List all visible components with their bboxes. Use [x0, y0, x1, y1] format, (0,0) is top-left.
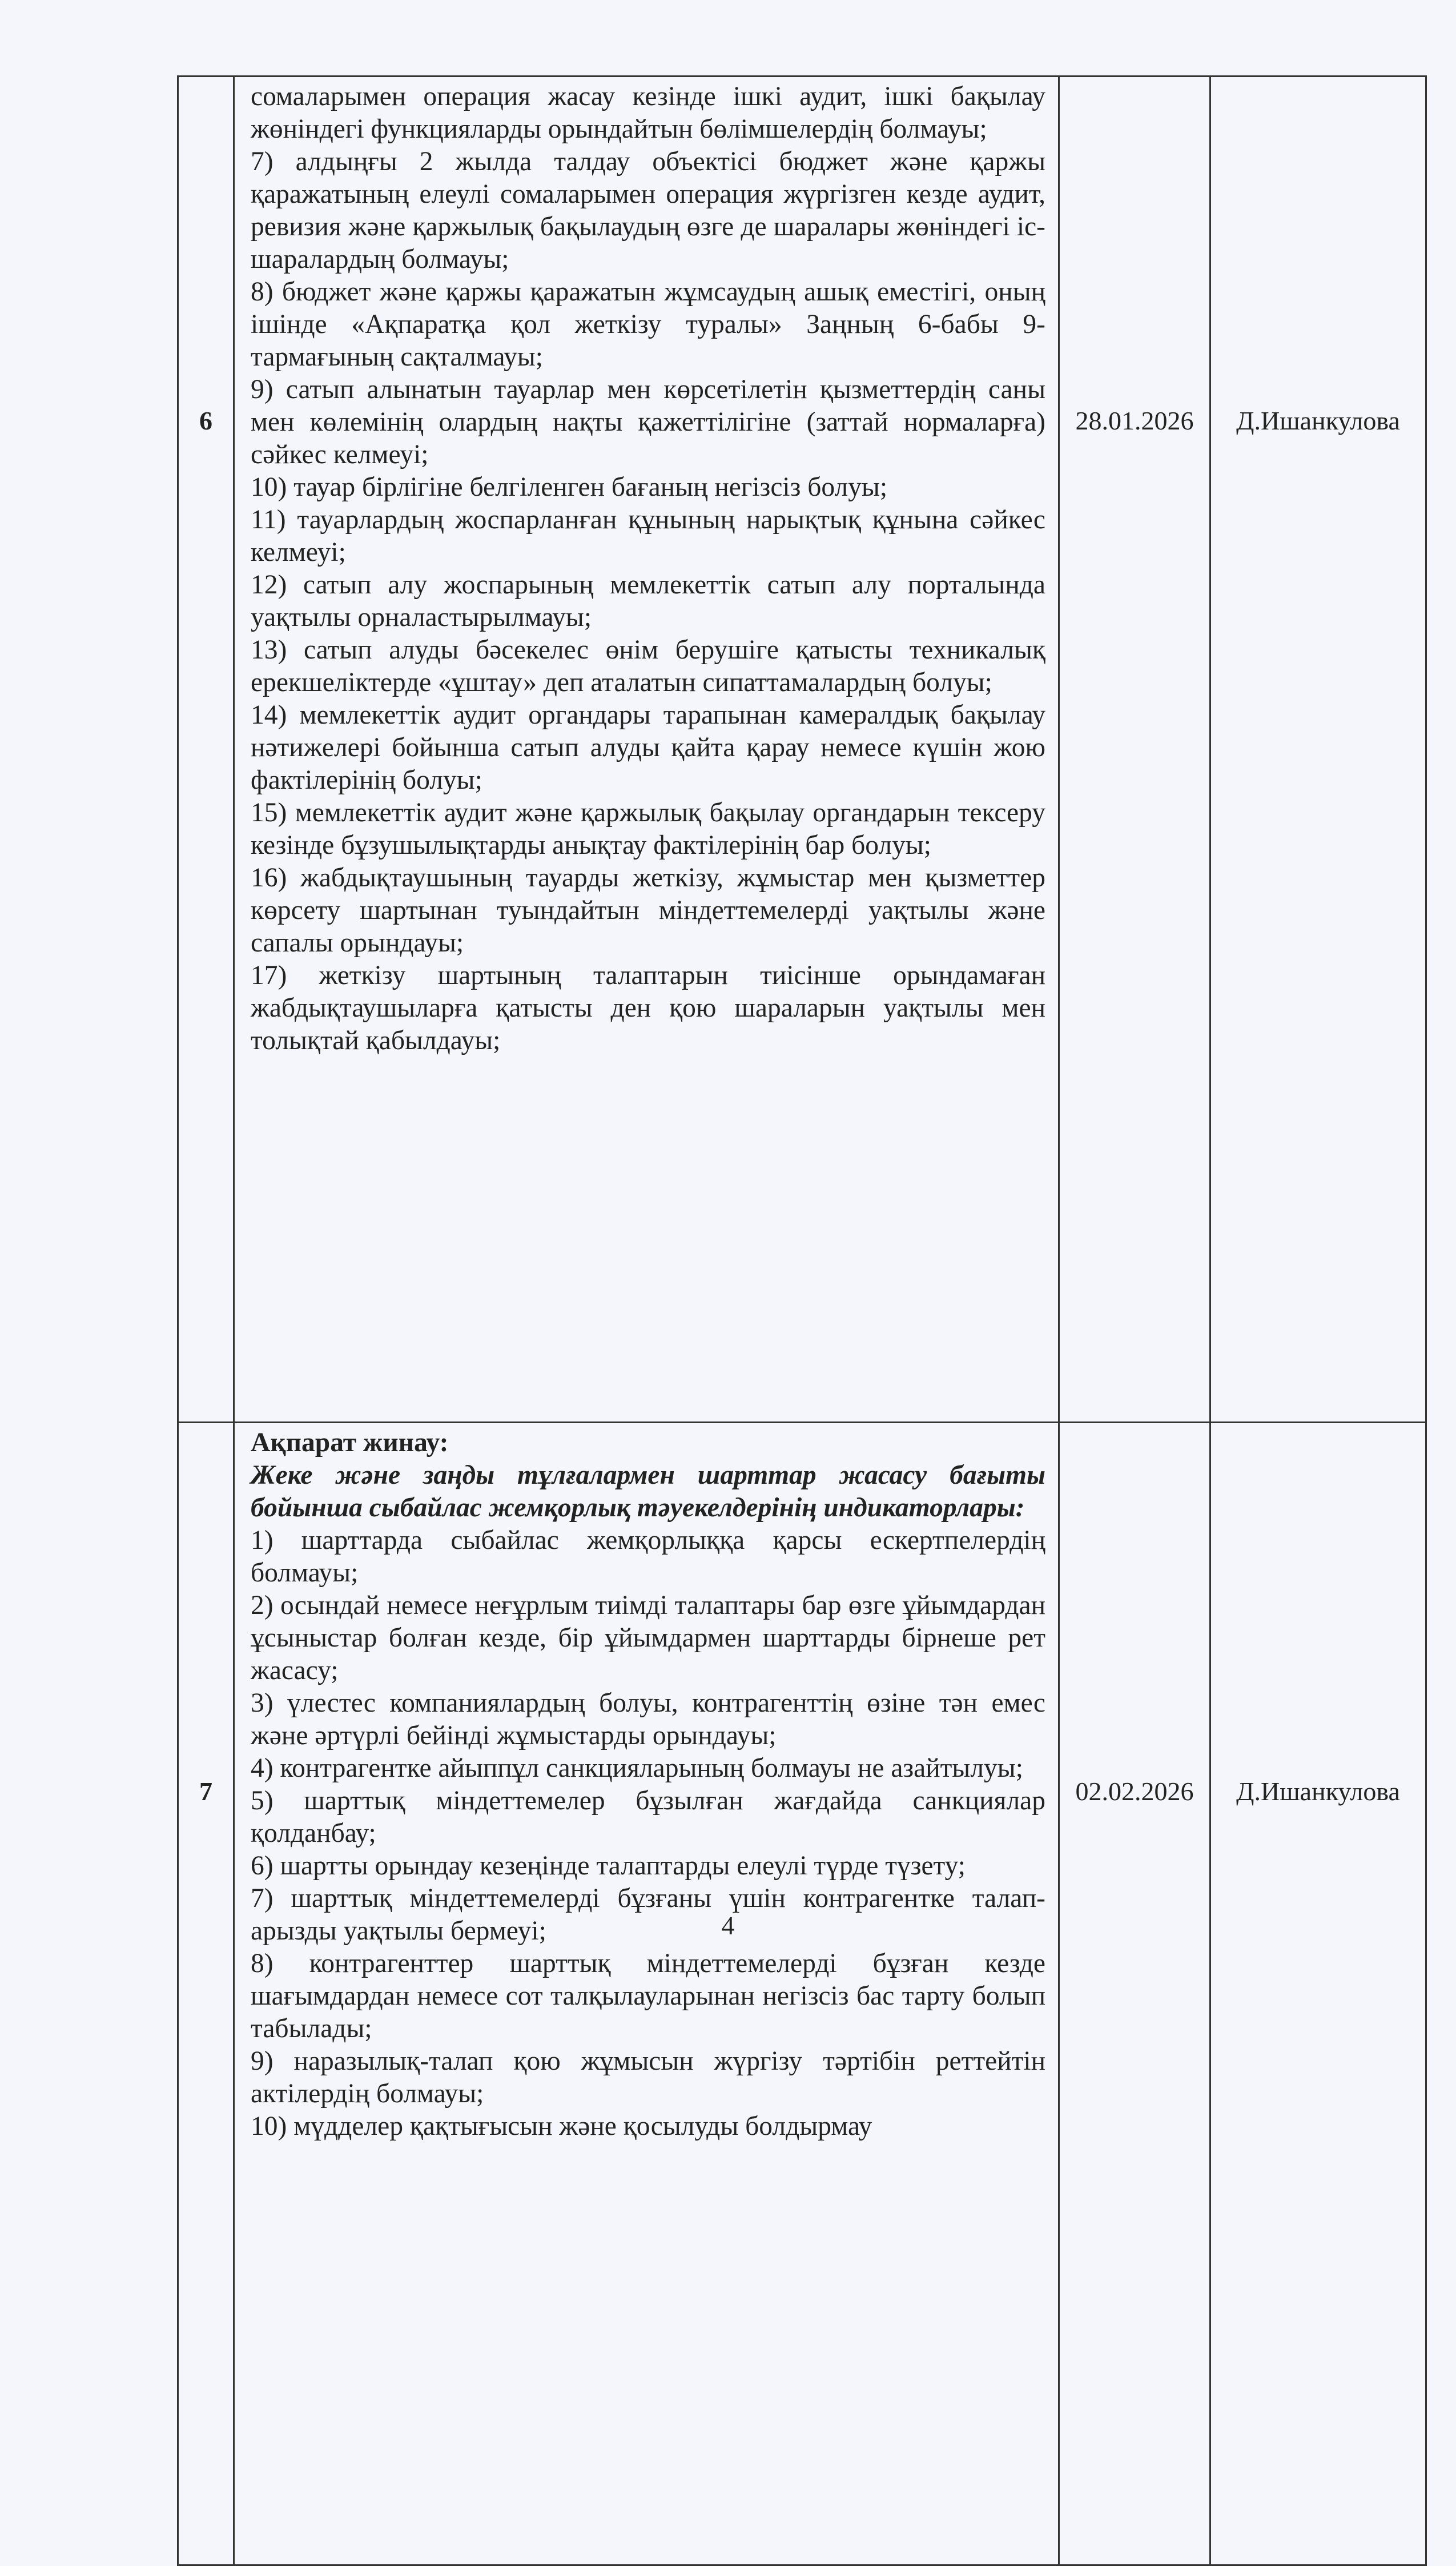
paragraph: 10) мүдделер қақтығысын және қосылуды болдырмау — [251, 2111, 872, 2141]
paragraph: 11) тауарлардың жоспарланған құнының нарықтық құнына сәйкес келмеуі; — [251, 505, 1045, 567]
table-row — [178, 77, 1426, 1423]
deadline-date: 02.02.2026 — [1059, 1423, 1210, 2565]
paragraph: 7) шарттық міндеттемелерді бұзғаны үшін контрагентке талап-арызды уақтылы бермеуі; — [251, 1884, 1045, 1946]
paragraph: 16) жабдықтаушының тауарды жеткізу, жұмыстар мен қызметтер көрсету шартынан туындайтын міндеттемелерді уақтылы және сапалы орындауы; — [251, 863, 1045, 958]
responsible-person: Д.Ишанкулова — [1210, 1423, 1426, 2565]
paragraph: 3) үлестес компаниялардың болуы, контрагенттің өзіне тән емес және әртүрлі бейінді жұмыстарды орындауы; — [251, 1688, 1045, 1750]
paragraph: 13) сатып алуды бәсекелес өнім берушіге қатысты техникалық ерекшеліктерде «ұштау» деп аталатын сипаттамалардың болуы; — [251, 635, 1045, 697]
paragraph: 17) жеткізу шартының талаптарын тиісінше орындамаған жабдықтаушыларға қатысты ден қою шараларын уақтылы мен толықтай қабылдауы; — [251, 961, 1045, 1055]
paragraph: 5) шарттық міндеттемелер бұзылған жағдайда санкциялар қолданбау; — [251, 1786, 1045, 1848]
section-subheading: Жеке және заңды тұлғалармен шарттар жасасу бағыты бойынша сыбайлас жемқорлық тәуекелдерінің индикаторлары: — [251, 1460, 1045, 1523]
paragraph: 10) тауар бірлігіне белгіленген бағаның негізсіз болуы; — [251, 472, 888, 502]
section-heading: Ақпарат жинау: — [251, 1428, 449, 1457]
row-number: 7 — [178, 1423, 234, 2565]
paragraph: 9) сатып алынатын тауарлар мен көрсетілетін қызметтердің саны мен көлемінің олардың нақты қажеттілігіне (заттай нормаларға) сәйкес келмеуі; — [251, 375, 1045, 469]
paragraph: сомаларымен операция жасау кезінде ішкі аудит, ішкі бақылау жөніндегі функцияларды орындайтын бөлімшелердің болмауы; — [251, 82, 1045, 144]
paragraph: 6) шартты орындау кезеңінде талаптарды елеулі түрде түзету; — [251, 1851, 966, 1881]
deadline-date: 28.01.2026 — [1059, 77, 1210, 1423]
row-number: 6 — [178, 77, 234, 1423]
paragraph: 4) контрагентке айыппұл санкцияларының болмауы не азайтылуы; — [251, 1753, 1023, 1783]
paragraph: 9) наразылық-талап қою жұмысын жүргізу тәртібін реттейтін актілердің болмауы; — [251, 2046, 1045, 2109]
measures-table — [177, 75, 1427, 2566]
measure-description — [234, 77, 1059, 1423]
paragraph: 8) бюджет және қаржы қаражатын жұмсаудың ашық еместігі, оның ішінде «Ақпаратқа қол жеткізу туралы» Заңның 6-бабы 9-тармағының сақталмауы; — [251, 277, 1045, 372]
paragraph: 15) мемлекеттік аудит және қаржылық бақылау органдарын тексеру кезінде бұзушылықтарды анықтау фактілерінің бар болуы; — [251, 798, 1045, 860]
paragraph: 12) сатып алу жоспарының мемлекеттік сатып алу порталында уақтылы орналастырылмауы; — [251, 570, 1045, 632]
responsible-person: Д.Ишанкулова — [1210, 77, 1426, 1423]
page-number: 4 — [721, 1911, 735, 1940]
paragraph: 1) шарттарда сыбайлас жемқорлыққа қарсы ескертпелердің болмауы; — [251, 1525, 1045, 1588]
paragraph: 8) контрагенттер шарттық міндеттемелерді бұзған кезде шағымдардан немесе сот талқылауларынан негізсіз бас тарту болып табылады; — [251, 1949, 1045, 2043]
table-row — [178, 1423, 1426, 2565]
paragraph: 14) мемлекеттік аудит органдары тарапынан камералдық бақылау нәтижелері бойынша сатып алуды қайта қарау немесе күшін жою фактілерінің болуы; — [251, 700, 1045, 795]
measure-description — [234, 1423, 1059, 2565]
paragraph: 2) осындай немесе неғұрлым тиімді талаптары бар өзге ұйымдардан ұсыныстар болған кезде, бір ұйымдармен шарттарды бірнеше рет жасасу; — [251, 1591, 1045, 1685]
paragraph: 7) алдыңғы 2 жылда талдау объектісі бюджет және қаржы қаражатының елеулі сомаларымен операция жүргізген кезде аудит, ревизия және қаржылық бақылаудың өзге де шаралары жөніндегі іс-шаралардың болмауы; — [251, 147, 1045, 274]
